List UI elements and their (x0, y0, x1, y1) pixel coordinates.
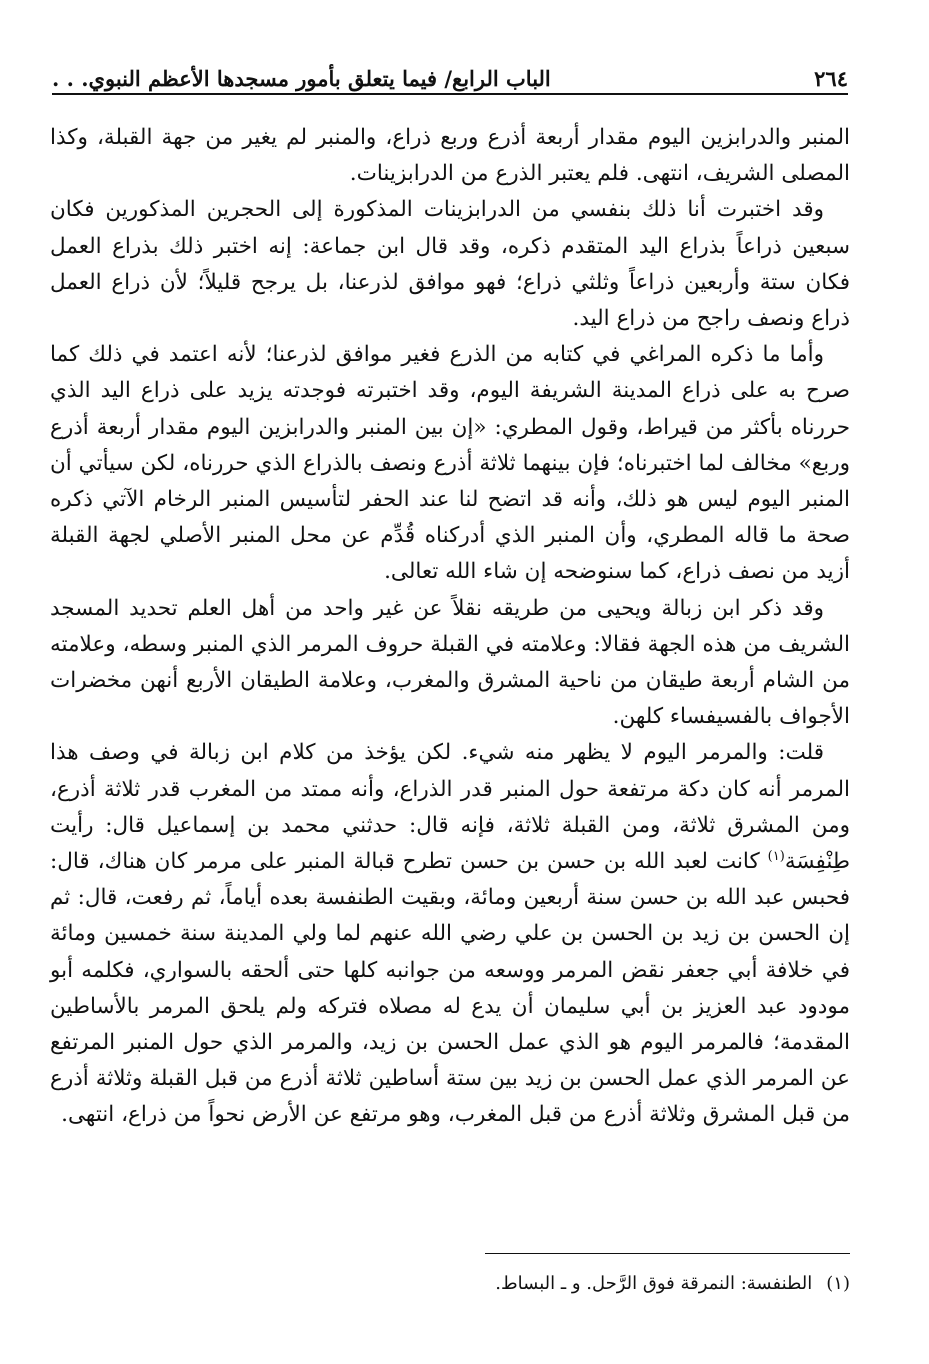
main-text (50, 120, 850, 1134)
footnote (300, 1270, 850, 1298)
paragraph-5-part-1: قلت: والمرمر اليوم لا يظهر منه شيء. لكن يؤخذ من كلام ابن زبالة في وصف هذا المرمر أنه كان دكة مرتفعة حول المنبر قدر الذراع، وأنه ممتد من المغرب قدر ثلاثة أذرع، ومن المشرق ثلاثة، ومن القبلة ثلاثة، فإنه قال: حدثني محمد بن إسماعيل قال: رأيت طِنْفِسَة (50, 740, 850, 875)
paragraph-5-part-2: كانت لعبد الله بن حسن بن حسن تطرح قبالة المنبر على مرمر كان هناك، قال: فحبس عبد الله بن حسن سنة أربعين ومائة، وبقيت الطنفسة بعده أياماً، ثم رفعت، قال: ثم إن الحسن بن زيد بن الحسن بن علي رضي الله عنهم لما ولي المدينة سنة خمسين ومائة في خلافة أبي جعفر نقض المرمر ووسعه من جوانبه كلها حتى ألحقه بالسواري، فكلمه أبو مودود عبد العزيز بن أبي سليمان أن يدع له مصلاه فتركه ولم يلحق المرمر بالأساطين المقدمة؛ فالمرمر اليوم هو الذي عمل الحسن بن زيد، والمرمر الذي حول المنبر المرتفع عن المرمر الذي عمل الحسن بن زيد بين ستة أساطين ثلاثة أذرع من قبل القبلة وثلاثة أذرع من قبل المشرق وثلاثة أذرع من قبل المغرب، وهو مرتفع عن الأرض نحواً من ذراع، انتهى. (50, 849, 850, 1128)
running-title: الباب الرابع/ فيما يتعلق بأمور مسجدها الأعظم النبوي. . . (52, 66, 551, 91)
footnote-divider (485, 1253, 850, 1254)
page-header (52, 56, 848, 94)
paragraph-2: وقد اختبرت أنا ذلك بنفسي من الدرابزينات المذكورة إلى الحجرين المذكورين فكان سبعين ذراعاً بذراع اليد المتقدم ذكره، وقد قال ابن جماعة: إنه اختبر ذلك بذراع العمل فكان ستة وأربعين ذراعاً وثلثي ذراع؛ فهو موافق لذرعنا، بل يرجح قليلاً؛ لأن ذراع العمل ذراع ونصف راجح من ذراع اليد. (50, 197, 850, 332)
paragraph-3: وأما ما ذكره المراغي في كتابه من الذرع فغير موافق لذرعنا؛ لأنه اعتمد في ذلك كما صرح به على ذراع المدينة الشريفة اليوم، وقد اختبرته فوجدته يزيد على ذراع اليد الذي حررناه بأكثر من قيراط، وقول المطري: «إن بين المنبر والدرابزين اليوم مقدار أربعة أذرع وربع» مخالف لما اختبرناه؛ فإن بينهما ثلاثة أذرع ونصف بالذراع الذي حررناه، لكن سيأتي أن المنبر اليوم ليس هو ذلك، وأنه قد اتضح لنا عند الحفر لتأسيس المنبر الرخام الآتي ذكره صحة ما قاله المطري، وأن المنبر الذي أدركناه قُدِّم عن محل المنبر الأصلي لجهة القبلة أزيد من نصف ذراع، كما سنوضحه إن شاء الله تعالى. (50, 342, 850, 585)
footnote-reference[interactable]: (١) (767, 848, 785, 864)
paragraph-1: المنبر والدرابزين اليوم مقدار أربعة أذرع وربع ذراع، والمنبر لم يغير من جهة القبلة، وكذا المصلى الشريف، انتهى. فلم يعتبر الذرع من الدرابزينات. (50, 125, 850, 187)
page-number: ٢٦٤ (814, 66, 848, 91)
paragraph-4: وقد ذكر ابن زبالة ويحيى من طريقه نقلاً عن غير واحد من أهل العلم تحديد المسجد الشريف من هذه الجهة فقالا: وعلامته في القبلة حروف المرمر الذي المنبر وسطه، وعلامته من الشام أربعة طيقان من ناحية المشرق والمغرب، وعلامة الطيقان الأربع أنهن مخضرات الأجواف بالفسيفساء كلهن. (50, 595, 850, 730)
footnote-text: الطنفسة: النمرقة فوق الرَّحل. و ـ البساط. (495, 1273, 813, 1294)
header-divider (52, 93, 848, 95)
paragraph-5 (50, 735, 850, 1133)
footnote-number: (١) (826, 1273, 850, 1294)
